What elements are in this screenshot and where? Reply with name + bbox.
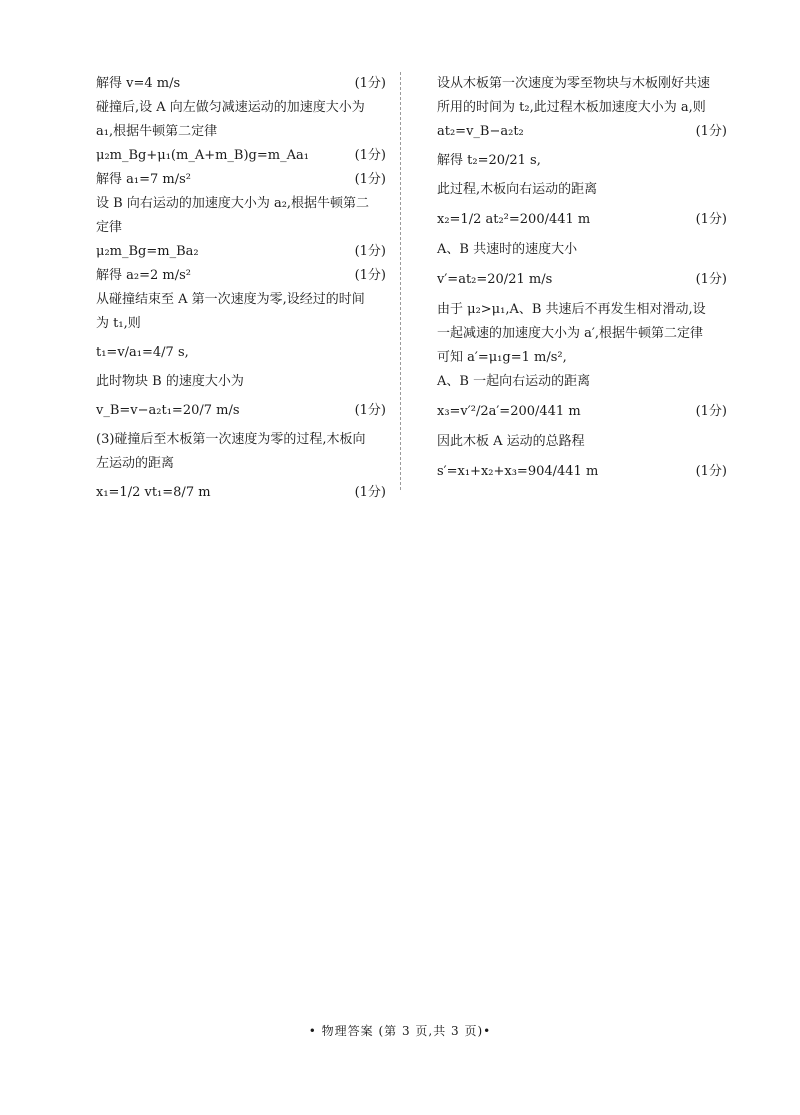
score-mark: (1分) <box>354 485 386 500</box>
solution-line: 所用的时间为 t₂,此过程木板加速度大小为 a,则 <box>437 100 706 115</box>
solution-line: 此时物块 B 的速度大小为 <box>96 374 244 389</box>
equation-line <box>96 240 386 264</box>
solution-line: 设 B 向右运动的加速度大小为 a₂,根据牛顿第二 <box>96 196 370 211</box>
solution-line: 解得 t₂=20/21 s, <box>437 153 541 168</box>
solution-text: 解得 v=4 m/s <box>96 76 181 91</box>
equation-line <box>96 144 386 168</box>
equation-line <box>437 262 727 298</box>
solution-line <box>96 72 386 96</box>
solution-line: 此过程,木板向右运动的距离 <box>437 182 598 197</box>
solution-line: 碰撞后,设 A 向左做匀减速运动的加速度大小为 <box>96 100 365 115</box>
equation-line: t₁=v/a₁=4/7 s, <box>96 345 189 360</box>
solution-line: 由于 μ₂>μ₁,A、B 共速后不再发生相对滑动,设 <box>437 302 706 317</box>
equation-text: v′=at₂=20/21 m/s <box>437 272 553 287</box>
score-mark: (1分) <box>695 404 727 419</box>
score-mark: (1分) <box>695 464 727 479</box>
page-footer: • 物理答案 (第 3 页,共 3 页)• <box>308 1024 492 1038</box>
solution-line: 可知 a′=μ₁g=1 m/s², <box>437 350 567 365</box>
equation-line <box>96 476 386 510</box>
equation-text: x₁=1/2 vt₁=8/7 m <box>96 485 211 500</box>
solution-line: 一起减速的加速度大小为 a′,根据牛顿第二定律 <box>437 326 703 341</box>
score-mark: (1分) <box>354 76 386 91</box>
equation-line <box>437 120 727 144</box>
score-mark: (1分) <box>695 212 727 227</box>
solution-line: 定律 <box>96 220 123 235</box>
equation-text: x₂=1/2 at₂²=200/441 m <box>437 212 591 227</box>
equation-text: v_B=v−a₂t₁=20/7 m/s <box>96 403 240 418</box>
equation-text: s′=x₁+x₂+x₃=904/441 m <box>437 464 599 479</box>
solution-line: 从碰撞结束至 A 第一次速度为零,设经过的时间 <box>96 292 365 307</box>
solution-line: 设从木板第一次速度为零至物块与木板刚好共速 <box>437 76 711 91</box>
score-mark: (1分) <box>354 268 386 283</box>
equation-text: at₂=v_B−a₂t₂ <box>437 124 524 139</box>
score-mark: (1分) <box>354 244 386 259</box>
solution-text: 解得 a₁=7 m/s² <box>96 172 191 187</box>
equation-line <box>437 202 727 238</box>
solution-line: A、B 一起向右运动的距离 <box>437 374 591 389</box>
score-mark: (1分) <box>354 172 386 187</box>
score-mark: (1分) <box>695 272 727 287</box>
solution-line: 因此木板 A 运动的总路程 <box>437 434 585 449</box>
equation-line <box>96 394 386 428</box>
score-mark: (1分) <box>354 403 386 418</box>
solution-line: a₁,根据牛顿第二定律 <box>96 124 218 139</box>
column-divider <box>400 72 401 490</box>
solution-line: (3)碰撞后至木板第一次速度为零的过程,木板向 <box>96 432 366 447</box>
equation-line <box>437 394 727 430</box>
right-column <box>437 72 727 490</box>
left-column <box>96 72 386 510</box>
equation-line <box>437 454 727 490</box>
equation-text: x₃=v′²/2a′=200/441 m <box>437 404 581 419</box>
solution-text: 解得 a₂=2 m/s² <box>96 268 191 283</box>
solution-line: 为 t₁,则 <box>96 316 141 331</box>
solution-line <box>96 168 386 192</box>
solution-line: 左运动的距离 <box>96 456 175 471</box>
equation-text: μ₂m_Bg+μ₁(m_A+m_B)g=m_Aa₁ <box>96 148 309 163</box>
solution-line <box>96 264 386 288</box>
solution-line: A、B 共速时的速度大小 <box>437 242 578 257</box>
score-mark: (1分) <box>695 124 727 139</box>
equation-text: μ₂m_Bg=m_Ba₂ <box>96 244 199 259</box>
score-mark: (1分) <box>354 148 386 163</box>
